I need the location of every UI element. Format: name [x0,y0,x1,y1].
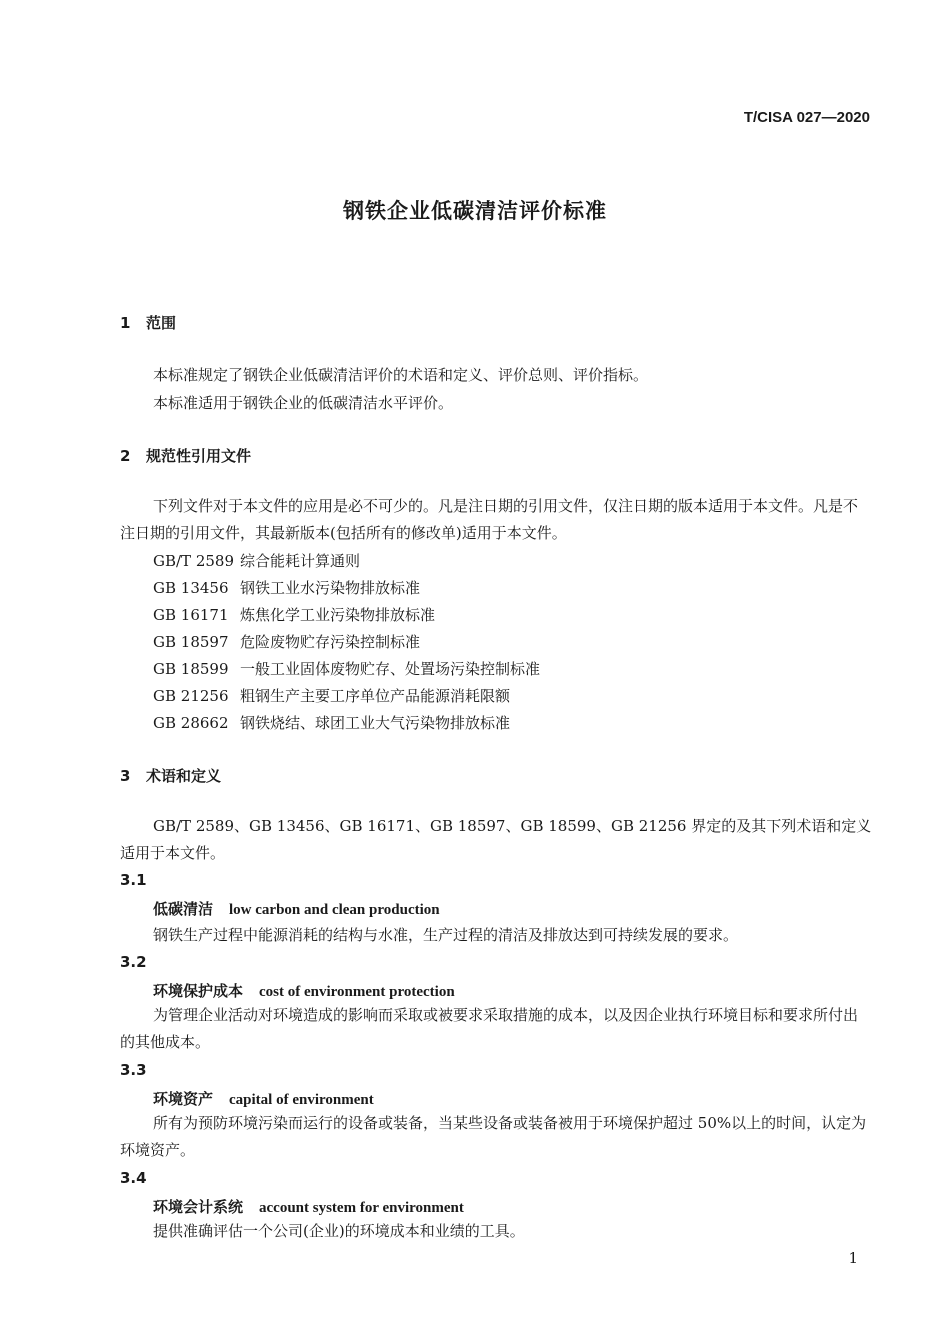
term-heading [153,1196,464,1217]
reference-item [153,685,510,706]
term-heading [153,898,440,919]
term-heading [153,1088,374,1109]
term-en: cost of environment protection [259,984,455,1000]
term-number: 3.1 [120,871,147,889]
reference-code: GB 18599 [153,660,229,678]
reference-item [153,631,420,652]
document-title: 钢铁企业低碳清洁评价标准 [343,199,607,223]
reference-title: 一般工业固体废物贮存、处置场污染控制标准 [240,660,541,678]
term-en: low carbon and clean production [229,902,440,918]
reference-title: 炼焦化学工业污染物排放标准 [240,606,436,624]
reference-code: GB/T 2589 [153,552,235,570]
reference-item [153,604,435,625]
term-en: account system for environment [259,1200,464,1216]
term-en: capital of environment [229,1092,374,1108]
section-title: 范围 [146,314,177,332]
paragraph: 本标准规定了钢铁企业低碳清洁评价的术语和定义、评价总则、评价指标。 [153,366,649,384]
paragraph: 本标准适用于钢铁企业的低碳清洁水平评价。 [153,394,454,412]
reference-title: 钢铁工业水污染物排放标准 [240,579,421,597]
term-number: 3.2 [120,953,147,971]
term-zh: 环境资产 [153,1090,214,1108]
reference-code: GB 21256 [153,687,229,705]
section-number: 1 [120,314,131,332]
reference-code: GB 28662 [153,714,229,732]
term-number: 3.3 [120,1061,147,1079]
section-number: 3 [120,767,131,785]
section-title: 术语和定义 [146,767,222,785]
term-definition: 所有为预防环境污染而运行的设备或装备，当某些设备或装备被用于环境保护超过 50%以上的时间，认定为环境资产。 [120,1114,867,1159]
term-zh: 低碳清洁 [153,900,214,918]
reference-item [153,550,360,571]
term-definition: 钢铁生产过程中能源消耗的结构与水准，生产过程的清洁及排放达到可持续发展的要求。 [153,926,739,944]
section-1-heading [120,312,176,333]
reference-item [153,712,510,733]
reference-code: GB 18597 [153,633,229,651]
section-title: 规范性引用文件 [146,447,252,465]
reference-item [153,577,420,598]
reference-item [153,658,540,679]
page-number: 1 [848,1249,858,1267]
reference-title: 危险废物贮存污染控制标准 [240,633,421,651]
term-zh: 环境保护成本 [153,982,244,1000]
reference-title: 综合能耗计算通则 [240,552,361,570]
section-number: 2 [120,447,131,465]
section-2-intro: 下列文件对于本文件的应用是必不可少的。凡是注日期的引用文件，仅注日期的版本适用于本文件。凡是不注日期的引用文件，其最新版本(包括所有的修改单)适用于本文件。 [120,497,859,542]
reference-title: 钢铁烧结、球团工业大气污染物排放标准 [240,714,511,732]
reference-code: GB 13456 [153,579,229,597]
term-zh: 环境会计系统 [153,1198,244,1216]
reference-title: 粗钢生产主要工序单位产品能源消耗限额 [240,687,511,705]
term-definition: 为管理企业活动对环境造成的影响而采取或被要求采取措施的成本，以及因企业执行环境目标和要求所付出的其他成本。 [120,1006,859,1051]
section-3-intro: GB/T 2589、GB 13456、GB 16171、GB 18597、GB 18599、GB 21256 界定的及其下列术语和定义适用于本文件。 [120,817,872,862]
term-definition: 提供准确评估一个公司(企业)的环境成本和业绩的工具。 [153,1222,525,1240]
term-number: 3.4 [120,1169,147,1187]
reference-code: GB 16171 [153,606,229,624]
term-heading [153,980,455,1001]
standard-code: T/CISA 027—2020 [743,109,870,126]
section-2-heading [120,445,251,466]
section-3-heading [120,765,221,786]
